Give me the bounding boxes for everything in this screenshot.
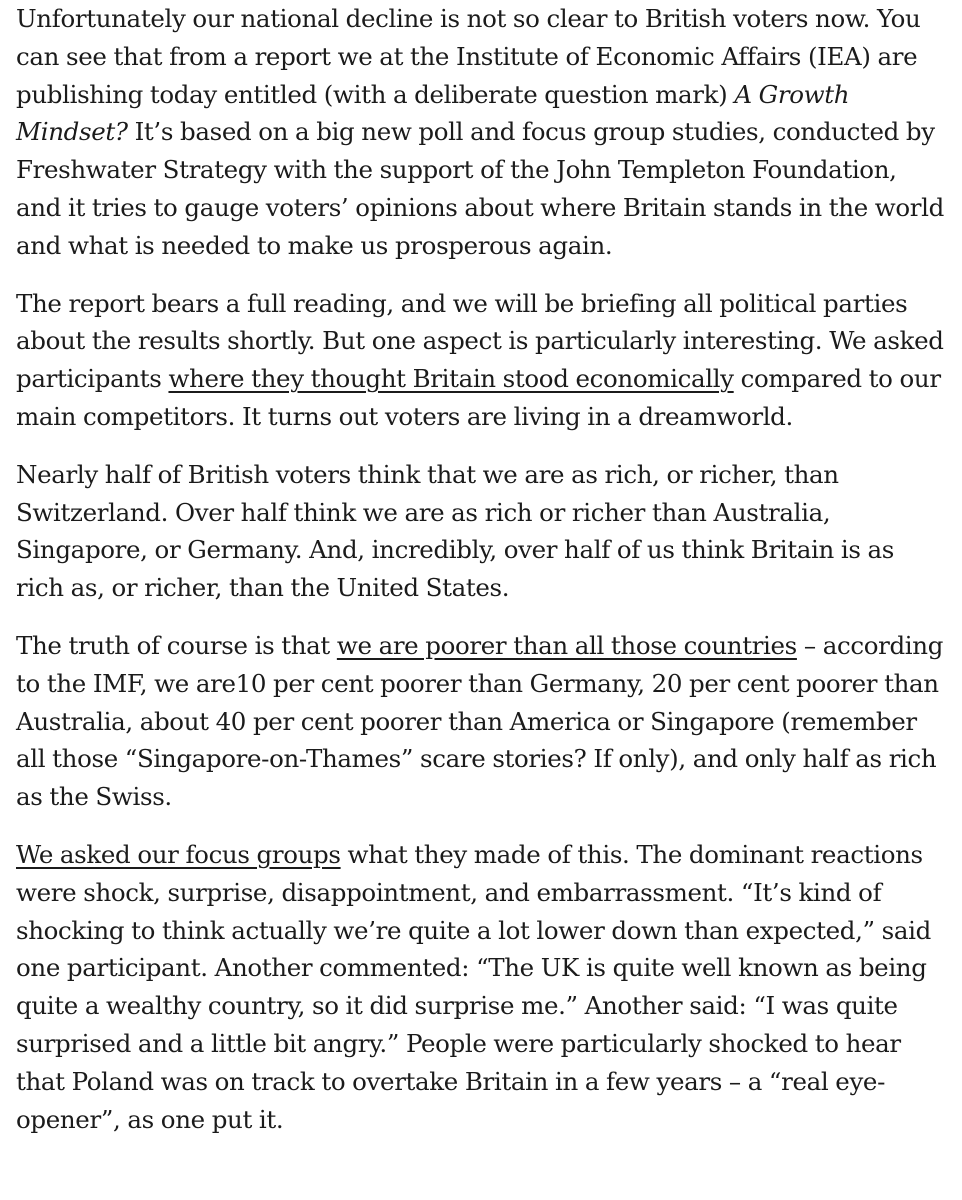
paragraph-2-text-b: compared to our main competitors. It turns out voters are living in a dreamworld. bbox=[16, 364, 941, 431]
focus-groups-link[interactable]: We asked our focus groups bbox=[16, 839, 341, 869]
paragraph-2-text-a: The report bears a full reading, and we will be briefing all political parties about the results shortly. But one aspect is particularly interesting. We asked participants bbox=[16, 288, 944, 394]
paragraph-3-text: Nearly half of British voters think that we are as rich, or richer, than Switzerland. Over half think we are as rich or richer than Australia, Singapore, or Germany. And, incredibly, over half of us think Britain is as rich as, or richer, than the United States. bbox=[16, 459, 895, 603]
paragraph-5 bbox=[16, 836, 948, 1138]
paragraph-1 bbox=[16, 0, 948, 265]
paragraph-4 bbox=[16, 627, 948, 816]
paragraph-3 bbox=[16, 456, 948, 607]
paragraph-4-text-b: – according to the IMF, we are10 per cent poorer than Germany, 20 per cent poorer than Australia, about 40 per cent poorer than America or Singapore (remember all those “Singapore-on-Thames” scare stories? If only), and only half as rich as the Swiss. bbox=[16, 630, 944, 812]
paragraph-2 bbox=[16, 285, 948, 436]
paragraph-1-text-a: Unfortunately our national decline is not so clear to British voters now. You can see that from a report we at the Institute of Economic Affairs (IEA) are publishing today entitled (with a deliberate question mark) bbox=[16, 4, 921, 109]
paragraph-5-text-b: what they made of this. The dominant reactions were shock, surprise, disappointment, and embarrassment. “It’s kind of shocking to think actually we’re quite a lot lower down than expected,” said one participant. Another commented: “The UK is quite well known as being quite a wealthy country, so it did surprise me.” Another said: “I was quite surprised and a little bit angry.” People were particularly shocked to hear that Poland was on track to overtake Britain in a few years – a “real eye-opener”, as one put it. bbox=[16, 839, 931, 1134]
report-title: A Growth Mindset? bbox=[16, 79, 850, 147]
paragraph-1-text-b: It’s based on a big new poll and focus group studies, conducted by Freshwater Strategy with the support of the John Templeton Foundation, and it tries to gauge voters’ opinions about where Britain stands in the world and what is needed to make us prosperous again. bbox=[16, 117, 944, 260]
poorer-countries-link[interactable]: we are poorer than all those countries bbox=[336, 630, 797, 660]
britain-economic-standing-link[interactable]: where they thought Britain stood economically bbox=[168, 364, 734, 394]
paragraph-4-text-a: The truth of course is that bbox=[16, 630, 337, 660]
